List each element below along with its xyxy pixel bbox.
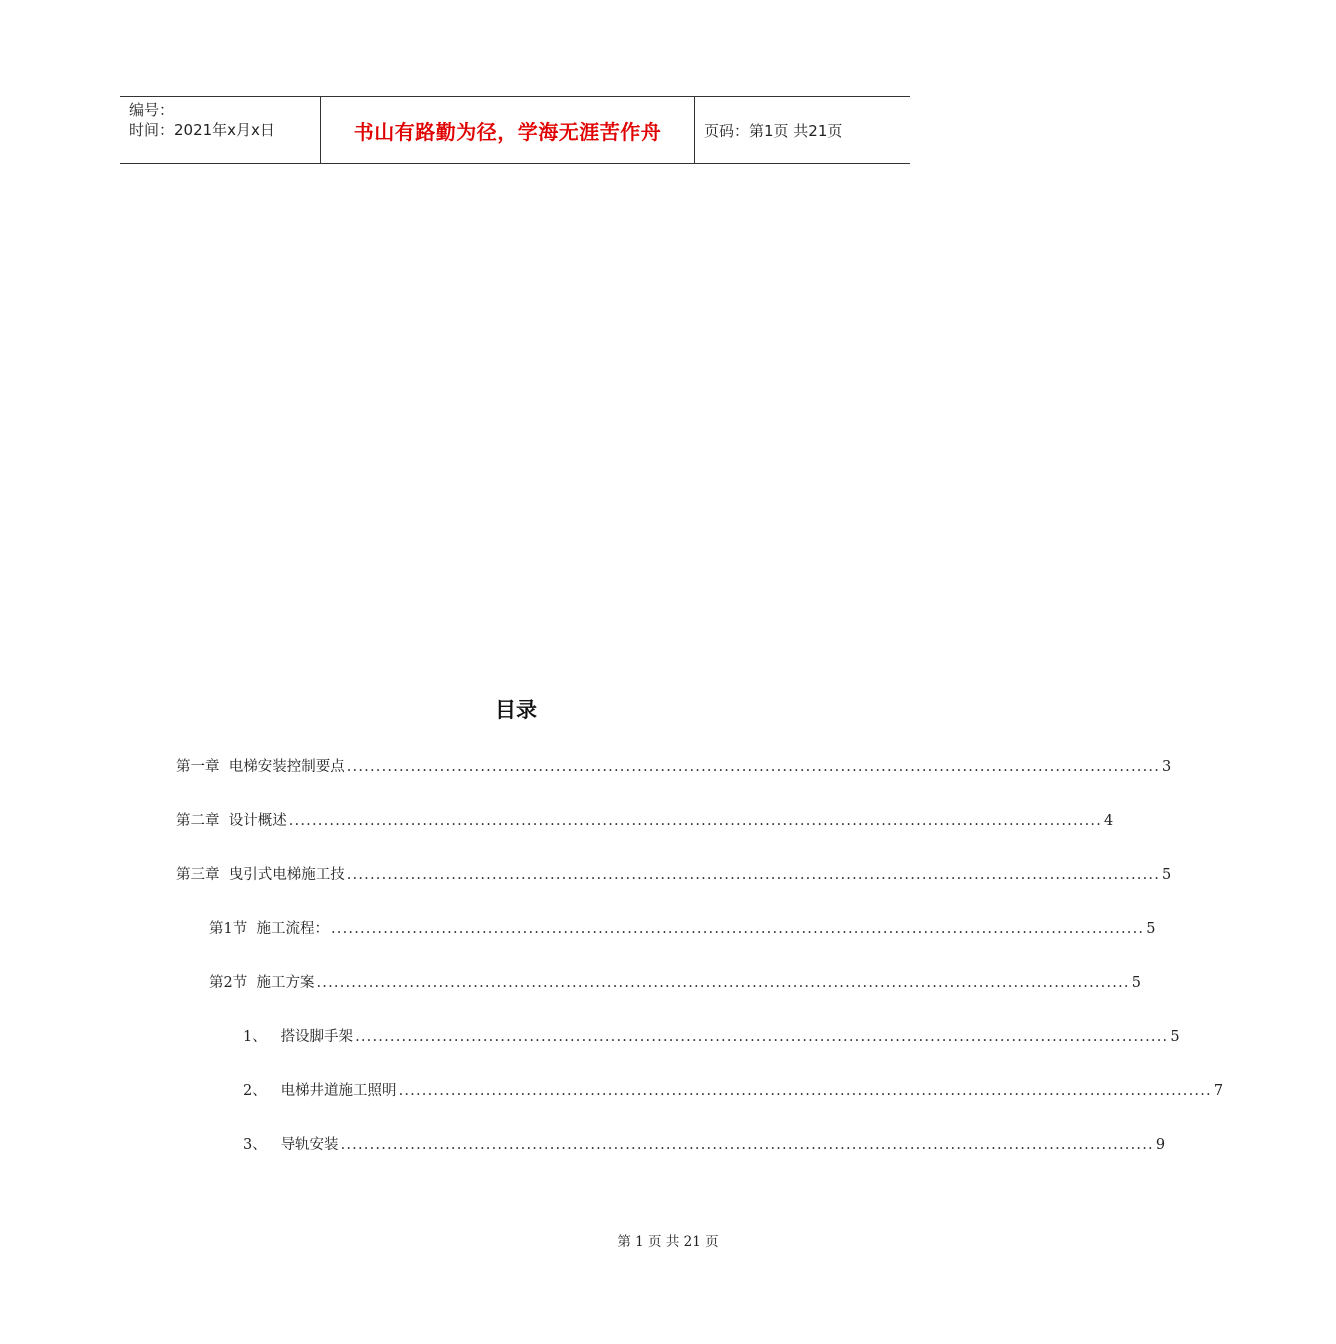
- toc-entry-title: 电梯安装控制要点: [228, 759, 345, 775]
- toc-entry-page: 5: [1146, 921, 1156, 937]
- toc-entry-number: 第2节: [209, 975, 257, 991]
- header-page-info: 页码：第1页 共21页: [704, 121, 843, 140]
- toc-entry-page: 5: [1170, 1029, 1180, 1045]
- toc-entry-number: 1、: [243, 1029, 281, 1045]
- toc-entry-title: 施工流程：: [256, 921, 329, 937]
- toc-entry[interactable]: [243, 1080, 1224, 1102]
- toc-dot-leader: ............................................................................................................................................: [316, 975, 1130, 991]
- toc-entry[interactable]: [209, 972, 1141, 994]
- toc-dot-leader: ............................................................................................................................................: [330, 921, 1145, 937]
- toc-entry-number: 2、: [243, 1083, 281, 1099]
- toc-entry-number: 第1节: [209, 921, 257, 937]
- toc-entry-page: 9: [1155, 1137, 1166, 1153]
- toc-dot-leader: ............................................................................................................................................: [398, 1083, 1212, 1099]
- toc-dot-leader: ............................................................................................................................................: [355, 1029, 1169, 1045]
- toc-entry-title: 曳引式电梯施工技: [228, 867, 345, 883]
- toc-entry-page: 7: [1213, 1083, 1224, 1099]
- header-motto: 书山有路勤为径，学海无涯苦作舟: [321, 97, 695, 163]
- toc-title: 目录: [495, 698, 537, 722]
- toc-entry-title: 施工方案: [256, 975, 315, 991]
- toc-entry[interactable]: [209, 918, 1156, 940]
- toc-entry-title: 导轨安装: [280, 1137, 339, 1153]
- page-header: [120, 96, 910, 164]
- toc-dot-leader: ............................................................................................................................................: [346, 759, 1160, 775]
- toc-entry[interactable]: [243, 1134, 1166, 1156]
- date-label: 时间：2021年x月x日: [129, 121, 275, 139]
- toc-entry[interactable]: [176, 756, 1172, 778]
- header-meta: [120, 97, 321, 163]
- toc-entry-title: 搭设脚手架: [280, 1029, 354, 1045]
- toc-dot-leader: ............................................................................................................................................: [288, 813, 1102, 829]
- toc-entry[interactable]: [176, 864, 1172, 886]
- toc-dot-leader: ............................................................................................................................................: [340, 1137, 1154, 1153]
- toc-entry-title: 电梯井道施工照明: [280, 1083, 397, 1099]
- toc-entry-page: 4: [1104, 813, 1114, 829]
- serial-number-label: 编号：: [129, 101, 175, 119]
- toc-entry-number: 第一章: [176, 759, 229, 775]
- toc-entry-page: 3: [1162, 759, 1172, 775]
- page-footer: 第 1 页 共 21 页: [617, 1234, 719, 1250]
- toc-entry-number: 第三章: [176, 867, 229, 883]
- toc-entry-page: 5: [1131, 975, 1141, 991]
- toc-entry[interactable]: [176, 810, 1114, 832]
- toc-entry-number: 第二章: [176, 813, 229, 829]
- toc-entry-number: 3、: [243, 1137, 281, 1153]
- toc-entry-title: 设计概述: [228, 813, 287, 829]
- toc-entry-page: 5: [1162, 867, 1172, 883]
- toc-dot-leader: ............................................................................................................................................: [346, 867, 1160, 883]
- toc-entry[interactable]: [243, 1026, 1180, 1048]
